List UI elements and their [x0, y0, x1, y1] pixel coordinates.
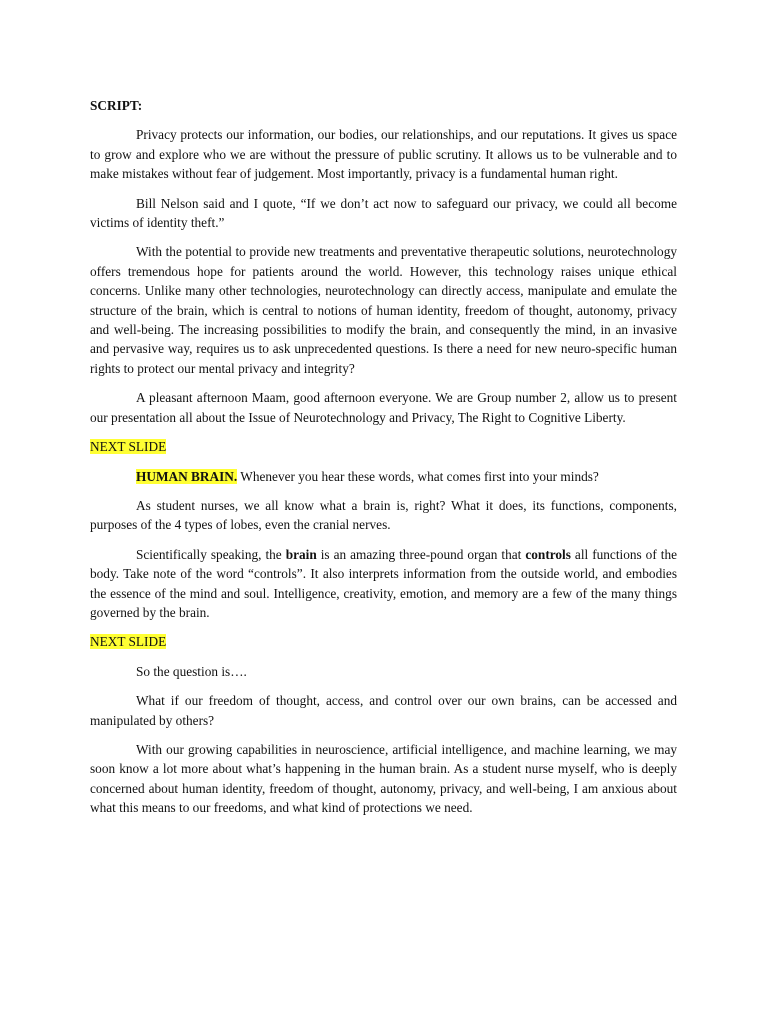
- paragraph-neurotechnology: With the potential to provide new treatments and preventative therapeutic solutions, neurotechnology offers tremendous hope for patients around the world. However, this technology raises unique ethical concerns. Unlike many other technologies, neurotechnology can directly access, manipulate and emulate the structure of the brain, which is central to notions of human identity, freedom of thought, autonomy, privacy and well-being. The increasing possibilities to modify the brain, and consequently the mind, in an invasive and pervasive way, requires us to ask unprecedented questions. Is there a need for new neuro-specific human rights to protect our mental privacy and integrity?: [90, 244, 677, 376]
- paragraph-question-intro: So the question is….: [136, 663, 247, 679]
- brain-bold-word: brain: [285, 546, 317, 562]
- paragraph-student-nurses: As student nurses, we all know what a brain is, right? What it does, its functions, components, purposes of the 4 types of lobes, even the cranial nerves.: [90, 497, 677, 533]
- paragraph-brain-scientific: [90, 545, 677, 623]
- paragraph-human-brain: [90, 467, 677, 486]
- script-heading: SCRIPT:: [90, 98, 143, 113]
- controls-bold-word: controls: [525, 546, 571, 562]
- next-slide-label: NEXT SLIDE: [90, 634, 167, 650]
- brain-text-part-e: all functions of the body. Take note of the word “controls”. It also interprets information from the outside world, and embodies the essence of the mind and soul. Intelligence, creativity, emotion, and memory are a few of the many things governed by the brain.: [90, 546, 677, 620]
- document-page: [90, 96, 677, 828]
- paragraph-greeting: A pleasant afternoon Maam, good afternoon everyone. We are Group number 2, allow us to present our presentation all about the Issue of Neurotechnology and Privacy, The Right to Cognitive Liberty.: [90, 390, 677, 425]
- human-brain-highlight: HUMAN BRAIN.: [136, 468, 238, 484]
- human-brain-text: Whenever you hear these words, what comes first into your minds?: [237, 468, 599, 484]
- paragraph-privacy-intro: Privacy protects our information, our bodies, our relationships, and our reputations. It gives us space to grow and explore who we are without the pressure of public scrutiny. It allows us to be vulnerable and to make mistakes without fear of judgement. Most importantly, privacy is a fundamental human right.: [90, 127, 677, 182]
- paragraph-question: What if our freedom of thought, access, and control over our own brains, can be accessed and manipulated by others?: [90, 693, 677, 728]
- next-slide-label: NEXT SLIDE: [90, 439, 167, 455]
- paragraph-growing-capabilities: With our growing capabilities in neuroscience, artificial intelligence, and machine learning, we may soon know a lot more about what’s happening in the human brain. As a student nurse myself, who is deeply concerned about human identity, freedom of thought, autonomy, privacy, and well-being, I am anxious about what this means to our freedoms, and what kind of protections we need.: [90, 741, 677, 816]
- brain-text-part-a: Scientifically speaking, the: [136, 546, 286, 562]
- brain-text-part-c: is an amazing three-pound organ that: [316, 546, 526, 562]
- next-slide-marker: [90, 437, 677, 456]
- paragraph-quote: Bill Nelson said and I quote, “If we don’t act now to safeguard our privacy, we could all become victims of identity theft.”: [90, 195, 677, 231]
- next-slide-marker: [90, 632, 677, 651]
